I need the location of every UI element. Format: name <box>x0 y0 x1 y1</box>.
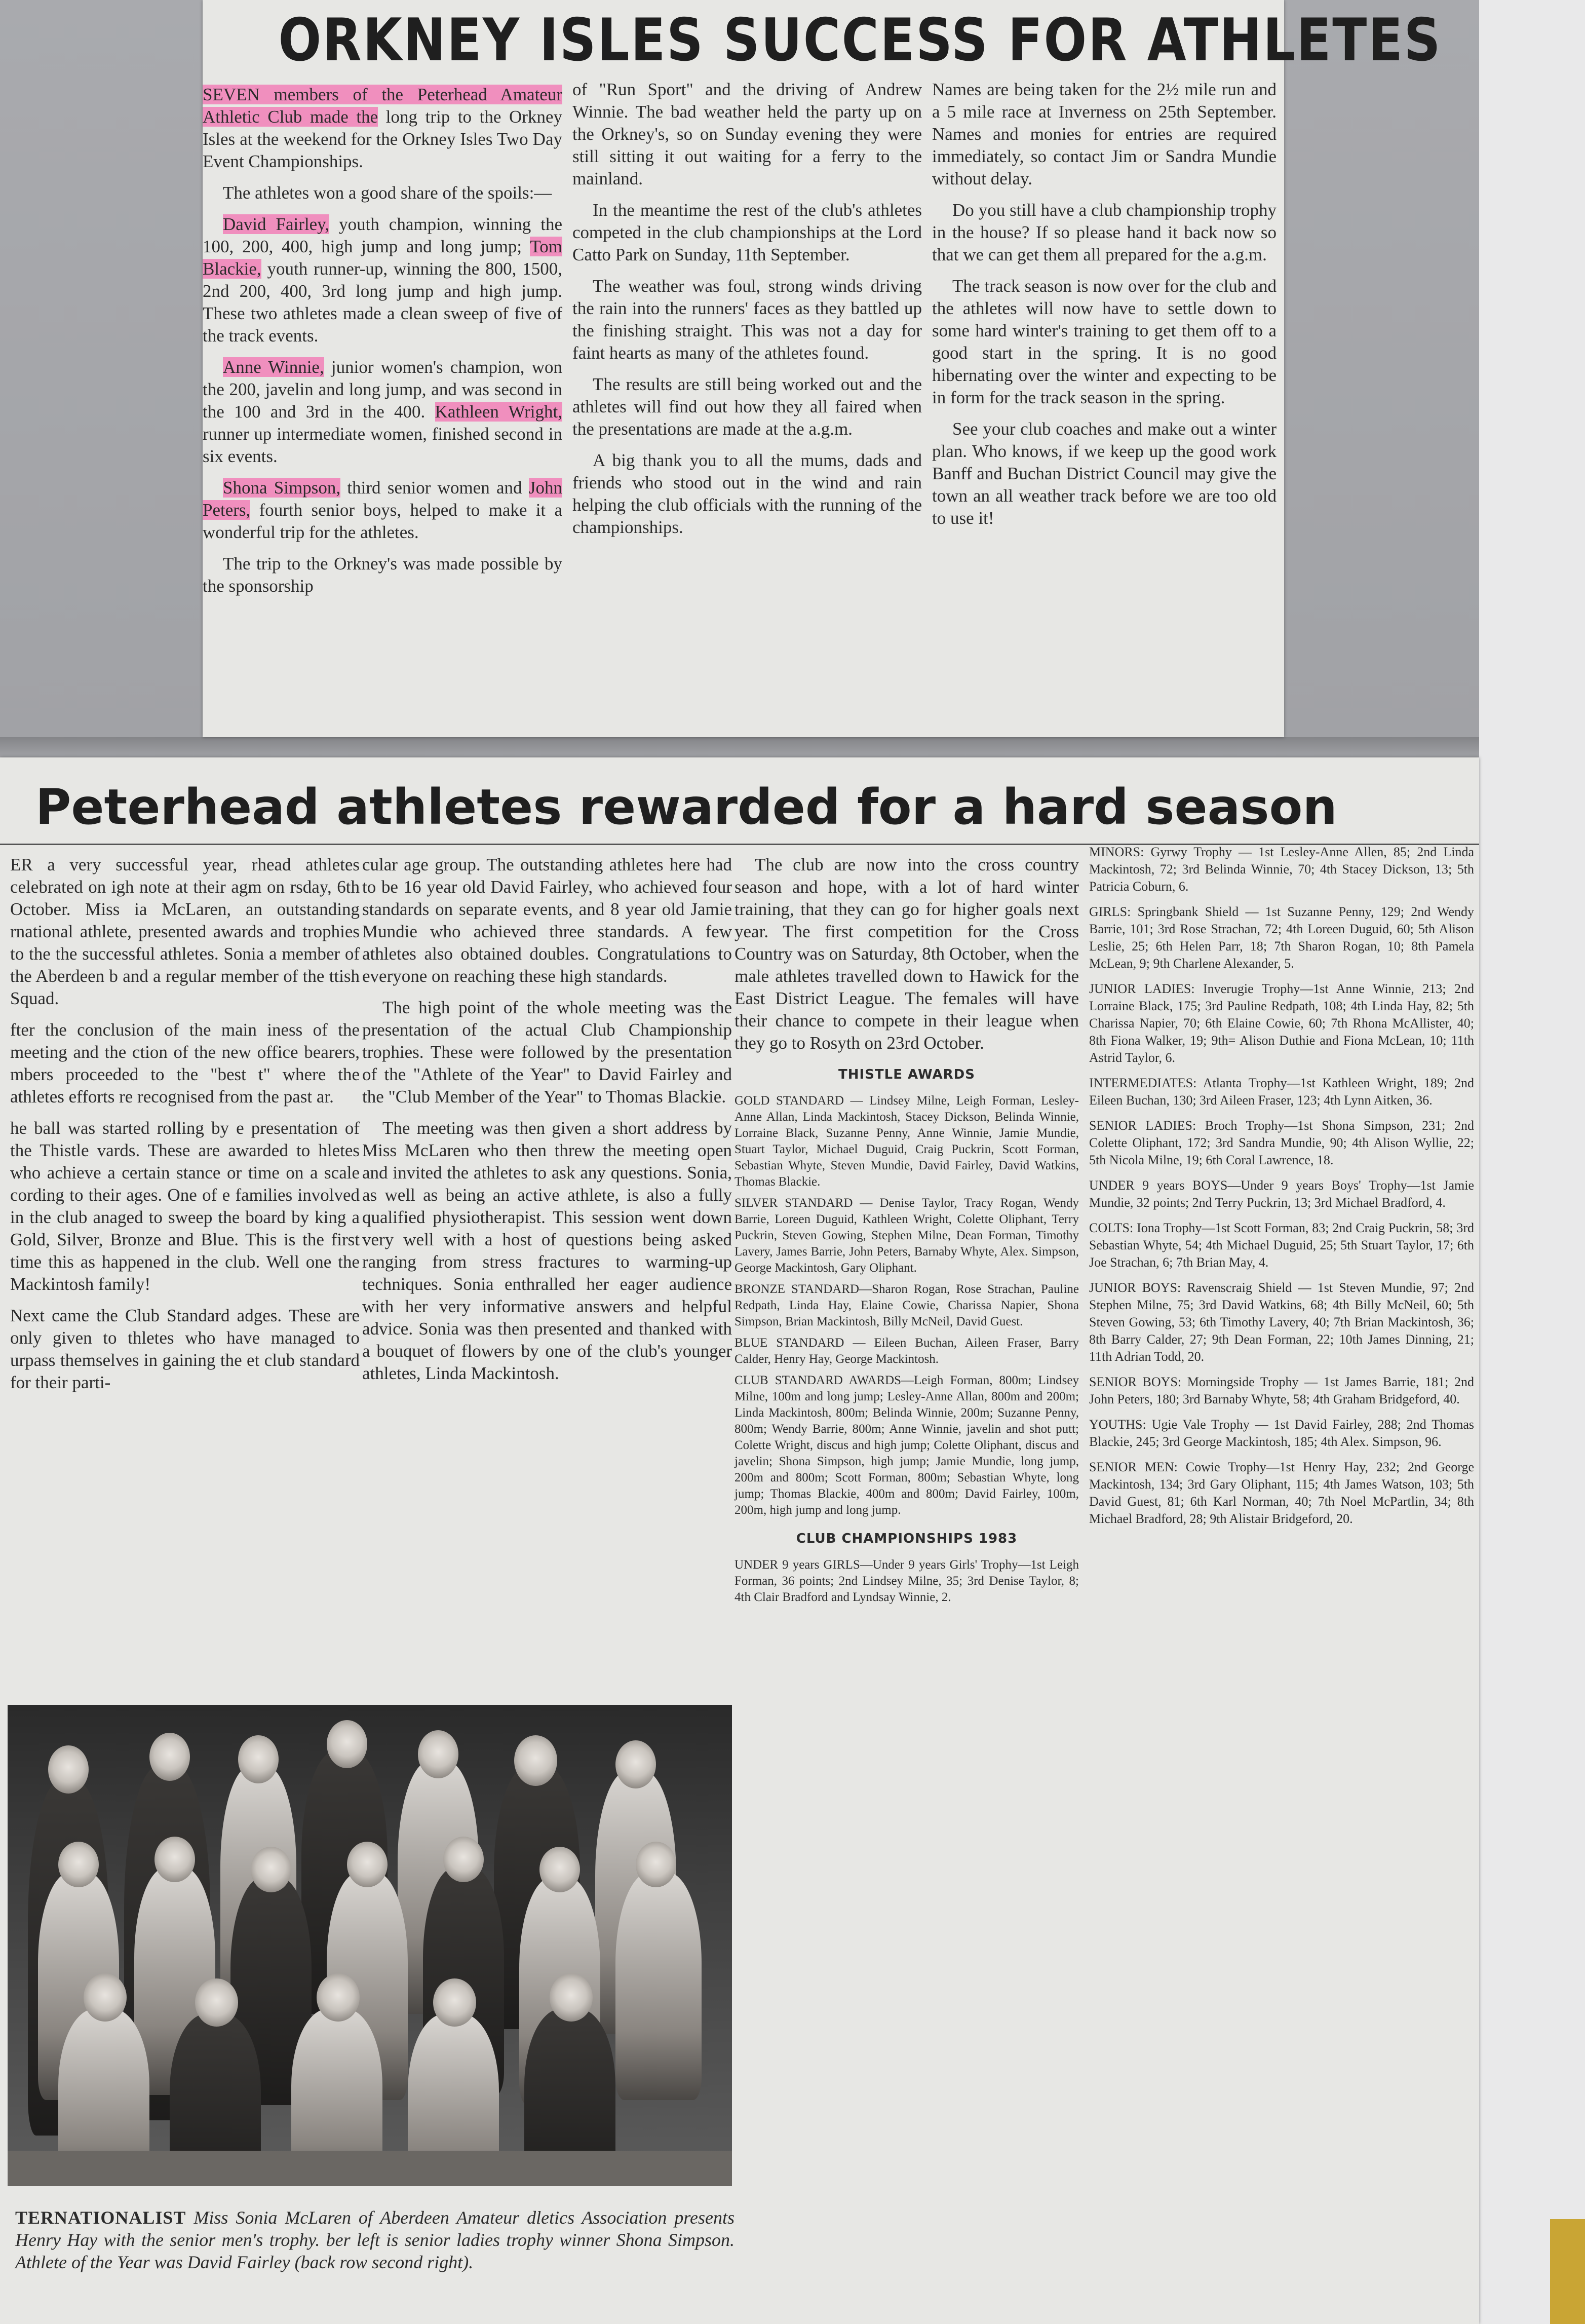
paragraph: The results are still being worked out and the athletes will find out how they all faired when the presentations are made at the a.g.m. <box>572 374 922 439</box>
paragraph: David Fairley, youth champion, winning the 100, 200, 400, high jump and long jump; Tom Blackie, youth runner-up, winning the 800, 1500, 2nd 200, 400, 3rd long jump and high jump. These two athletes made a clean sweep of five of the track events. <box>203 214 563 346</box>
paragraph: A big thank you to all the mums, dads and friends who stood out in the wind and rain helping the club officials with the running of the championships. <box>572 450 922 537</box>
junior-boys-result: JUNIOR BOYS: Ravenscraig Shield — 1st Steven Mundie, 97; 2nd Stephen Milne, 75; 3rd David Watkins, 68; 4th Billy McNeil, 60; 5th Steven Gowing, 53; 6th Timothy Lavery, 40; 7th Brian Mackintosh, 36; 8th Barry Calder, 27; 9th Dean Forman, 22; 10th James Dinning, 21; 11th Adrian Todd, 20. <box>1089 1280 1474 1364</box>
paragraph: The weather was foul, strong winds driving the rain into the runners' faces as they battled up the finishing straight. This was not a day for faint hearts as many of the athletes found. <box>572 276 922 363</box>
paragraph: The meeting was then given a short address by Miss McLaren who then threw the meeting open and invited the athletes to ask any questions. Sonia, as well as being an active athlete, is also a fully qualified physiotherapist. This session went down very well with a host of questions being asked ranging from stress fractures to warming-up techniques. Sonia enthralled her eager audience with her very informative answers and helpful advice. Sonia was then presented and thanked with a bouquet of flowers by one of the club's younger athletes, Linda Mackintosh. <box>362 1118 732 1383</box>
paragraph: In the meantime the rest of the club's athletes competed in the club championships at the Lord Catto Park on Sunday, 11th September. <box>572 200 922 264</box>
binder-edge <box>1550 2219 1585 2324</box>
intermediates-result: INTERMEDIATES: Atlanta Trophy—1st Kathleen Wright, 189; 2nd Eileen Buchan, 130; 3rd Aileen Fraser, 123; 4th Lynn Aitken, 36. <box>1089 1076 1474 1108</box>
club-championships-title: CLUB CHAMPIONSHIPS 1983 <box>796 1531 1018 1546</box>
orkney-headline: ORKNEY ISLES SUCCESS FOR ATHLETES <box>278 6 1442 74</box>
peterhead-column-3 <box>734 854 1079 1611</box>
colts-result: COLTS: Iona Trophy—1st Scott Forman, 83; 2nd Craig Puckrin, 58; 3rd Sebastian Whyte, 54; 4th Michael Duguid, 25; 5th Stuart Taylor, 17; 6th Joe Strachan, 6; 7th Brian May, 4. <box>1089 1221 1474 1270</box>
caption-lead: TERNATIONALIST <box>15 2207 186 2228</box>
highlighted-name: Tom Blackie, <box>203 237 562 279</box>
peterhead-column-1 <box>10 854 360 1403</box>
paragraph: The club are now into the cross country season and hope, with a lot of hard winter training, that they can go for higher goals next year. The first competition for the Cross Country was on Saturday, 8th October, when the male athletes travelled down to Hawick for the East District League. The females will have their chance to compete in their league when they go to Rosyth on 23rd October. <box>734 855 1079 1053</box>
blue-standard: BLUE STANDARD — Eileen Buchan, Aileen Fraser, Barry Calder, Henry Hay, George Mackintosh. <box>734 1336 1079 1366</box>
highlighted-name: John Peters, <box>203 478 562 520</box>
caption-text: Miss Sonia McLaren of Aberdeen Amateur dletics Association presents Henry Hay with the senior men's trophy. ber left is senior ladies trophy winner Shona Simpson. Athlete of the Year was David Fairley (back row second right). <box>15 2207 734 2272</box>
minors-result: MINORS: Gyrwy Trophy — 1st Lesley-Anne Allen, 85; 2nd Linda Mackintosh, 72; 3rd Belinda Winnie, 70; 4th Stacey Dickson, 13; 5th Patricia Coburn, 6. <box>1089 845 1474 894</box>
junior-ladies-result: JUNIOR LADIES: Inverugie Trophy—1st Anne Winnie, 213; 2nd Lorraine Black, 175; 3rd Pauline Redpath, 108; 4th Linda Hay, 82; 5th Charissa Napier, 70; 6th Elaine Cowie, 60; 7th Rhona McAllister, 40; 8th Fiona Walker, 19; 9th= Alison Duthie and Fiona McLean, 10; 11th Astrid Taylor, 6. <box>1089 981 1474 1065</box>
group-photo <box>8 1705 732 2186</box>
paragraph: Names are being taken for the 2½ mile run and a 5 mile race at Inverness on 25th September. Names and monies for entries are required immediately, so contact Jim or Sandra Mundie without delay. <box>932 80 1277 188</box>
paragraph: Do you still have a club championship trophy in the house? If so please hand it back now so that we can get them all prepared for the a.g.m. <box>932 200 1277 264</box>
under-9-boys-result: UNDER 9 years BOYS—Under 9 years Boys' Trophy—1st Jamie Mundie, 32 points; 2nd Terry Puckrin, 13; 3rd Michael Bradford, 4. <box>1089 1178 1474 1210</box>
orkney-column-1 <box>203 84 562 606</box>
orkney-column-3 <box>932 79 1277 539</box>
paragraph: SEVEN members of the Peterhead Amateur Athletic Club made the long trip to the Orkney Isles at the weekend for the Orkney Isles Two Day Event Championships. <box>203 85 562 171</box>
peterhead-column-4 <box>1089 844 1474 1536</box>
youths-result: YOUTHS: Ugie Vale Trophy — 1st David Fairley, 288; 2nd Thomas Blackie, 245; 3rd George Mackintosh, 185; 4th Alex. Simpson, 96. <box>1089 1417 1474 1449</box>
highlighted-name: Kathleen Wright, <box>435 402 562 422</box>
peterhead-clipping <box>0 757 1479 2324</box>
senior-boys-result: SENIOR BOYS: Morningside Trophy — 1st James Barrie, 181; 2nd John Peters, 180; 3rd Barnaby Whyte, 58; 4th Graham Bridgeford, 40. <box>1089 1375 1474 1406</box>
peterhead-headline: Peterhead athletes rewarded for a hard season <box>35 779 1337 835</box>
girls-result: GIRLS: Springbank Shield — 1st Suzanne Penny, 129; 2nd Wendy Barrie, 101; 3rd Rose Strachan, 72; 4th Loreen Duguid, 60; 5th Alison Leslie, 25; 6th Helen Parr, 18; 7th Sharon Rogan, 10; 8th Pamela McLean, 9; 9th Charlene Alexander, 5. <box>1089 904 1474 971</box>
paragraph: he ball was started rolling by e presentation of the Thistle vards. These are awarded to hletes who achieve a certain stance or time on a scale cording to their ages. One of e families involved in the club anaged to sweep the board by king a Gold, Silver, Bronze and Blue. This is the first time this as happened in the club. Well one the Mackintosh family! <box>10 1118 360 1294</box>
page-edge <box>1479 0 1585 2324</box>
paragraph: The athletes won a good share of the spoils:— <box>223 183 552 203</box>
paragraph: Anne Winnie, junior women's champion, won the 200, javelin and long jump, and was second in the 100 and 3rd in the 400. Kathleen Wright, runner up intermediate women, finished second in six events. <box>203 357 563 466</box>
orkney-column-2 <box>572 79 922 548</box>
senior-ladies-result: SENIOR LADIES: Broch Trophy—1st Shona Simpson, 231; 2nd Colette Oliphant, 172; 3rd Sandra Mundie, 90; 4th Alison Wyllie, 22; 5th Nicola Milne, 19; 6th Coral Lawrence, 18. <box>1089 1118 1474 1167</box>
shadow <box>0 737 1479 757</box>
highlighted-name: Anne Winnie, <box>223 357 324 377</box>
gold-standard: GOLD STANDARD — Lindsey Milne, Leigh Forman, Lesley-Anne Allan, Linda Mackintosh, Stacey Dickson, Belinda Winnie, Lorraine Black, Suzanne Penny, Anne Winnie, Jamie Mundie, Stuart Taylor, Michael Duguid, Craig Puckrin, Scott Forman, Sebastian Whyte, Steven Mundie, David Fairley, David Watkins, Thomas Blackie. <box>734 1094 1079 1189</box>
paragraph: Next came the Club Standard adges. These are only given to thletes who have managed to urpass themselves in gaining the et club standard for their parti- <box>10 1306 360 1392</box>
senior-men-result: SENIOR MEN: Cowie Trophy—1st Henry Hay, 232; 2nd George Mackintosh, 134; 3rd Gary Oliphant, 115; 4th James Watson, 103; 5th David Guest, 81; 6th Karl Norman, 40; 7th Noel McPartlin, 34; 8th Michael Bradford, 28; 9th Alistair Bridgeford, 20. <box>1089 1460 1474 1526</box>
photo-caption <box>15 2206 734 2273</box>
paragraph: The trip to the Orkney's was made possible by the sponsorship <box>203 554 562 596</box>
awards-list <box>734 1093 1079 1518</box>
bronze-standard: BRONZE STANDARD—Sharon Rogan, Rose Strachan, Pauline Redpath, Linda Hay, Elaine Cowie, Charissa Napier, Shona Simpson, Brian Mackintosh, Billy McNeil, David Guest. <box>734 1282 1079 1328</box>
paragraph: ER a very successful year, rhead athletes celebrated on igh note at their agm on rsday, 6th October. Miss ia McLaren, an outstanding rnational athlete, presented awards and trophies to the the successful athletes. Sonia a member of the Aberdeen b and a regular member of the ttish Squad. <box>10 855 360 1008</box>
highlighted-name: David Fairley, <box>223 214 330 234</box>
paragraph: fter the conclusion of the main iness of the meeting and the ction of the new office bearers, mbers proceeded to the "best t" where the athletes efforts re recognised from the past ar. <box>10 1020 360 1107</box>
club-standard-awards: CLUB STANDARD AWARDS—Leigh Forman, 800m; Lindsey Milne, 100m and long jump; Lesley-Anne Allan, 800m and 200m; Linda Mackintosh, 800m; Belinda Winnie, 200m; Suzanne Penny, 800m; Wendy Barrie, 800m; Anne Winnie, javelin and shot putt; Colette Wright, discus and high jump; Colette Oliphant, discus and javelin; Shona Simpson, high jump; Jamie Mundie, long jump, 200m and 800m; Scott Forman, 800m; Sebastian Whyte, long jump; Thomas Blackie, 400m and 800m; David Fairley, 100m, 200m, high jump and long jump. <box>734 1374 1079 1517</box>
paragraph: Shona Simpson, third senior women and John Peters, fourth senior boys, helped to make it a wonderful trip for the athletes. <box>203 478 563 542</box>
championships-list <box>734 1557 1079 1606</box>
peterhead-column-2 <box>362 854 732 1394</box>
orkney-clipping <box>203 0 1442 737</box>
thistle-awards-title: THISTLE AWARDS <box>838 1067 975 1082</box>
paragraph: The high point of the whole meeting was the presentation of the actual Club Championship trophies. These were followed by the presentation of the "Athlete of the Year" to David Fairley and the "Club Member of the Year" to Thomas Blackie. <box>362 998 732 1107</box>
highlighted-name: Shona Simpson, <box>223 478 341 498</box>
paragraph: cular age group. The outstanding athletes here had to be 16 year old David Fairley, who achieved four standards on separate events, and 8 year old Jamie Mundie who achieved three standards. A few athletes also obtained doubles. Congratulations to everyone on reaching these high standards. <box>362 855 732 986</box>
under-9-girls: UNDER 9 years GIRLS—Under 9 years Girls' Trophy—1st Leigh Forman, 36 points; 2nd Lindsey Milne, 35; 3rd Denise Taylor, 8; 4th Clair Bradford and Lyndsay Winnie, 2. <box>734 1558 1079 1604</box>
paragraph: of "Run Sport" and the driving of Andrew Winnie. The bad weather held the party up on the Orkney's, so on Sunday evening they were still sitting it out waiting for a ferry to the mainland. <box>572 80 922 188</box>
highlighted-text: SEVEN members of the Peterhead Amateur Athletic Club made the <box>203 85 562 127</box>
paragraph: See your club coaches and make out a winter plan. Who knows, if we keep up the good work Banff and Buchan District Council may give the town an all weather track before we are too old to use it! <box>932 419 1277 528</box>
silver-standard: SILVER STANDARD — Denise Taylor, Tracy Rogan, Wendy Barrie, Loreen Duguid, Kathleen Wright, Colette Oliphant, Terry Puckrin, Steven Gowing, Stephen Milne, Dean Forman, Timothy Lavery, James Barrie, John Peters, Barnaby Whyte, Alex. Simpson, George Mackintosh, Gary Oliphant. <box>734 1196 1079 1275</box>
paragraph: The track season is now over for the club and the athletes will now have to settle down to some hard winter's training to get them off to a good start in the spring. It is no good hibernating over the winter and expecting to be in form for the track season in the spring. <box>932 276 1277 407</box>
